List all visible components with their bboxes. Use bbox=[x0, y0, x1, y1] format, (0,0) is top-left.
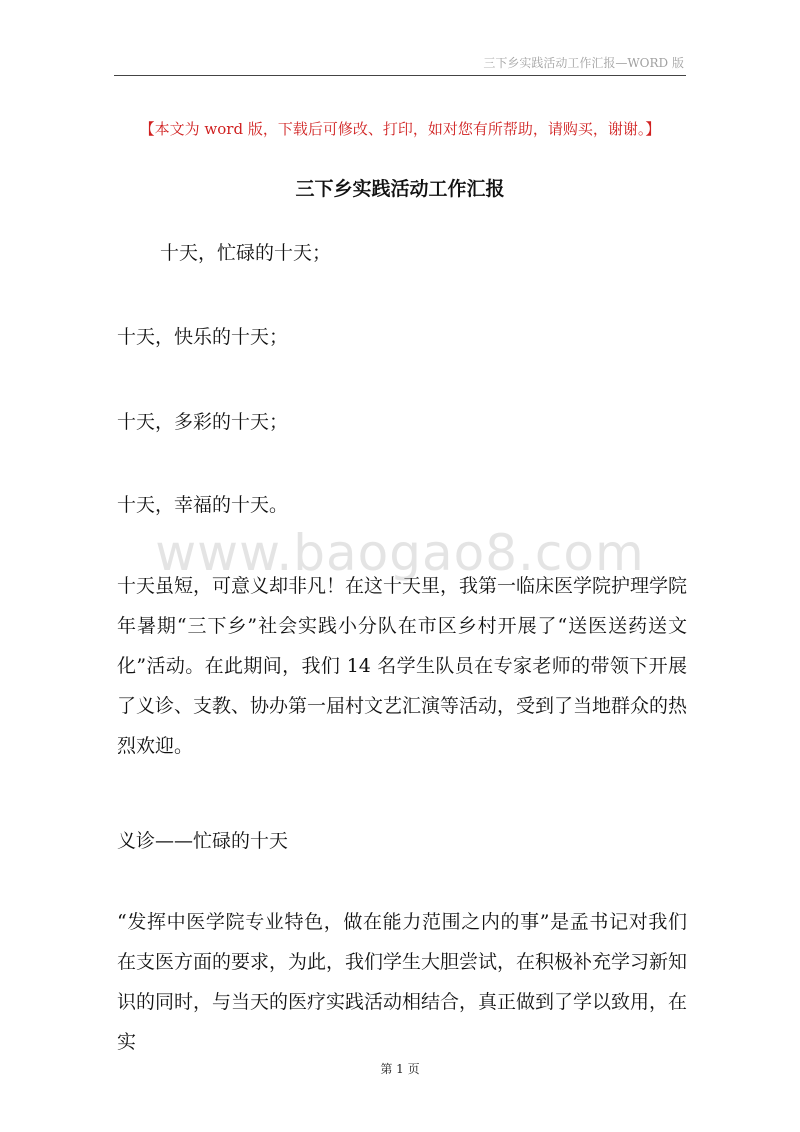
running-header: 三下乡实践活动工作汇报—WORD 版 bbox=[483, 56, 684, 70]
header-divider bbox=[114, 75, 686, 76]
body-paragraph-2: “发挥中医学院专业特色，做在能力范围之内的事”是孟书记对我们在支医方面的要求，为此，我们学生大胆尝试，在积极补充学习新知识的同时，与当天的医疗实践活动相结合，真正做到了学以致用，在实 bbox=[117, 911, 688, 1053]
intro-line-4: 十天，幸福的十天。 bbox=[117, 494, 289, 516]
body-paragraph-1: 十天虽短，可意义却非凡！在这十天里，我第一临床医学院护理学院年暑期“三下乡”社会实践小分队在市区乡村开展了“送医送药送文化”活动。在此期间，我们 14 名学生队员在专家老师的带领下开展了义诊、支教、协办第一届村文艺汇演等活动，受到了当地群众的热烈欢迎。 bbox=[117, 575, 688, 757]
section-heading: 义诊——忙碌的十天 bbox=[117, 830, 289, 852]
purchase-notice: 【本文为 word 版，下载后可修改、打印，如对您有所帮助，请购买，谢谢。】 bbox=[139, 120, 661, 138]
page-number: 第 1 页 bbox=[380, 1062, 420, 1076]
intro-line-3: 十天，多彩的十天； bbox=[117, 411, 289, 433]
intro-line-1: 十天，忙碌的十天； bbox=[160, 242, 332, 264]
document-title: 三下乡实践活动工作汇报 bbox=[295, 178, 505, 200]
intro-line-2: 十天，快乐的十天； bbox=[117, 326, 289, 348]
watermark: www.baogao8.com bbox=[155, 524, 645, 582]
